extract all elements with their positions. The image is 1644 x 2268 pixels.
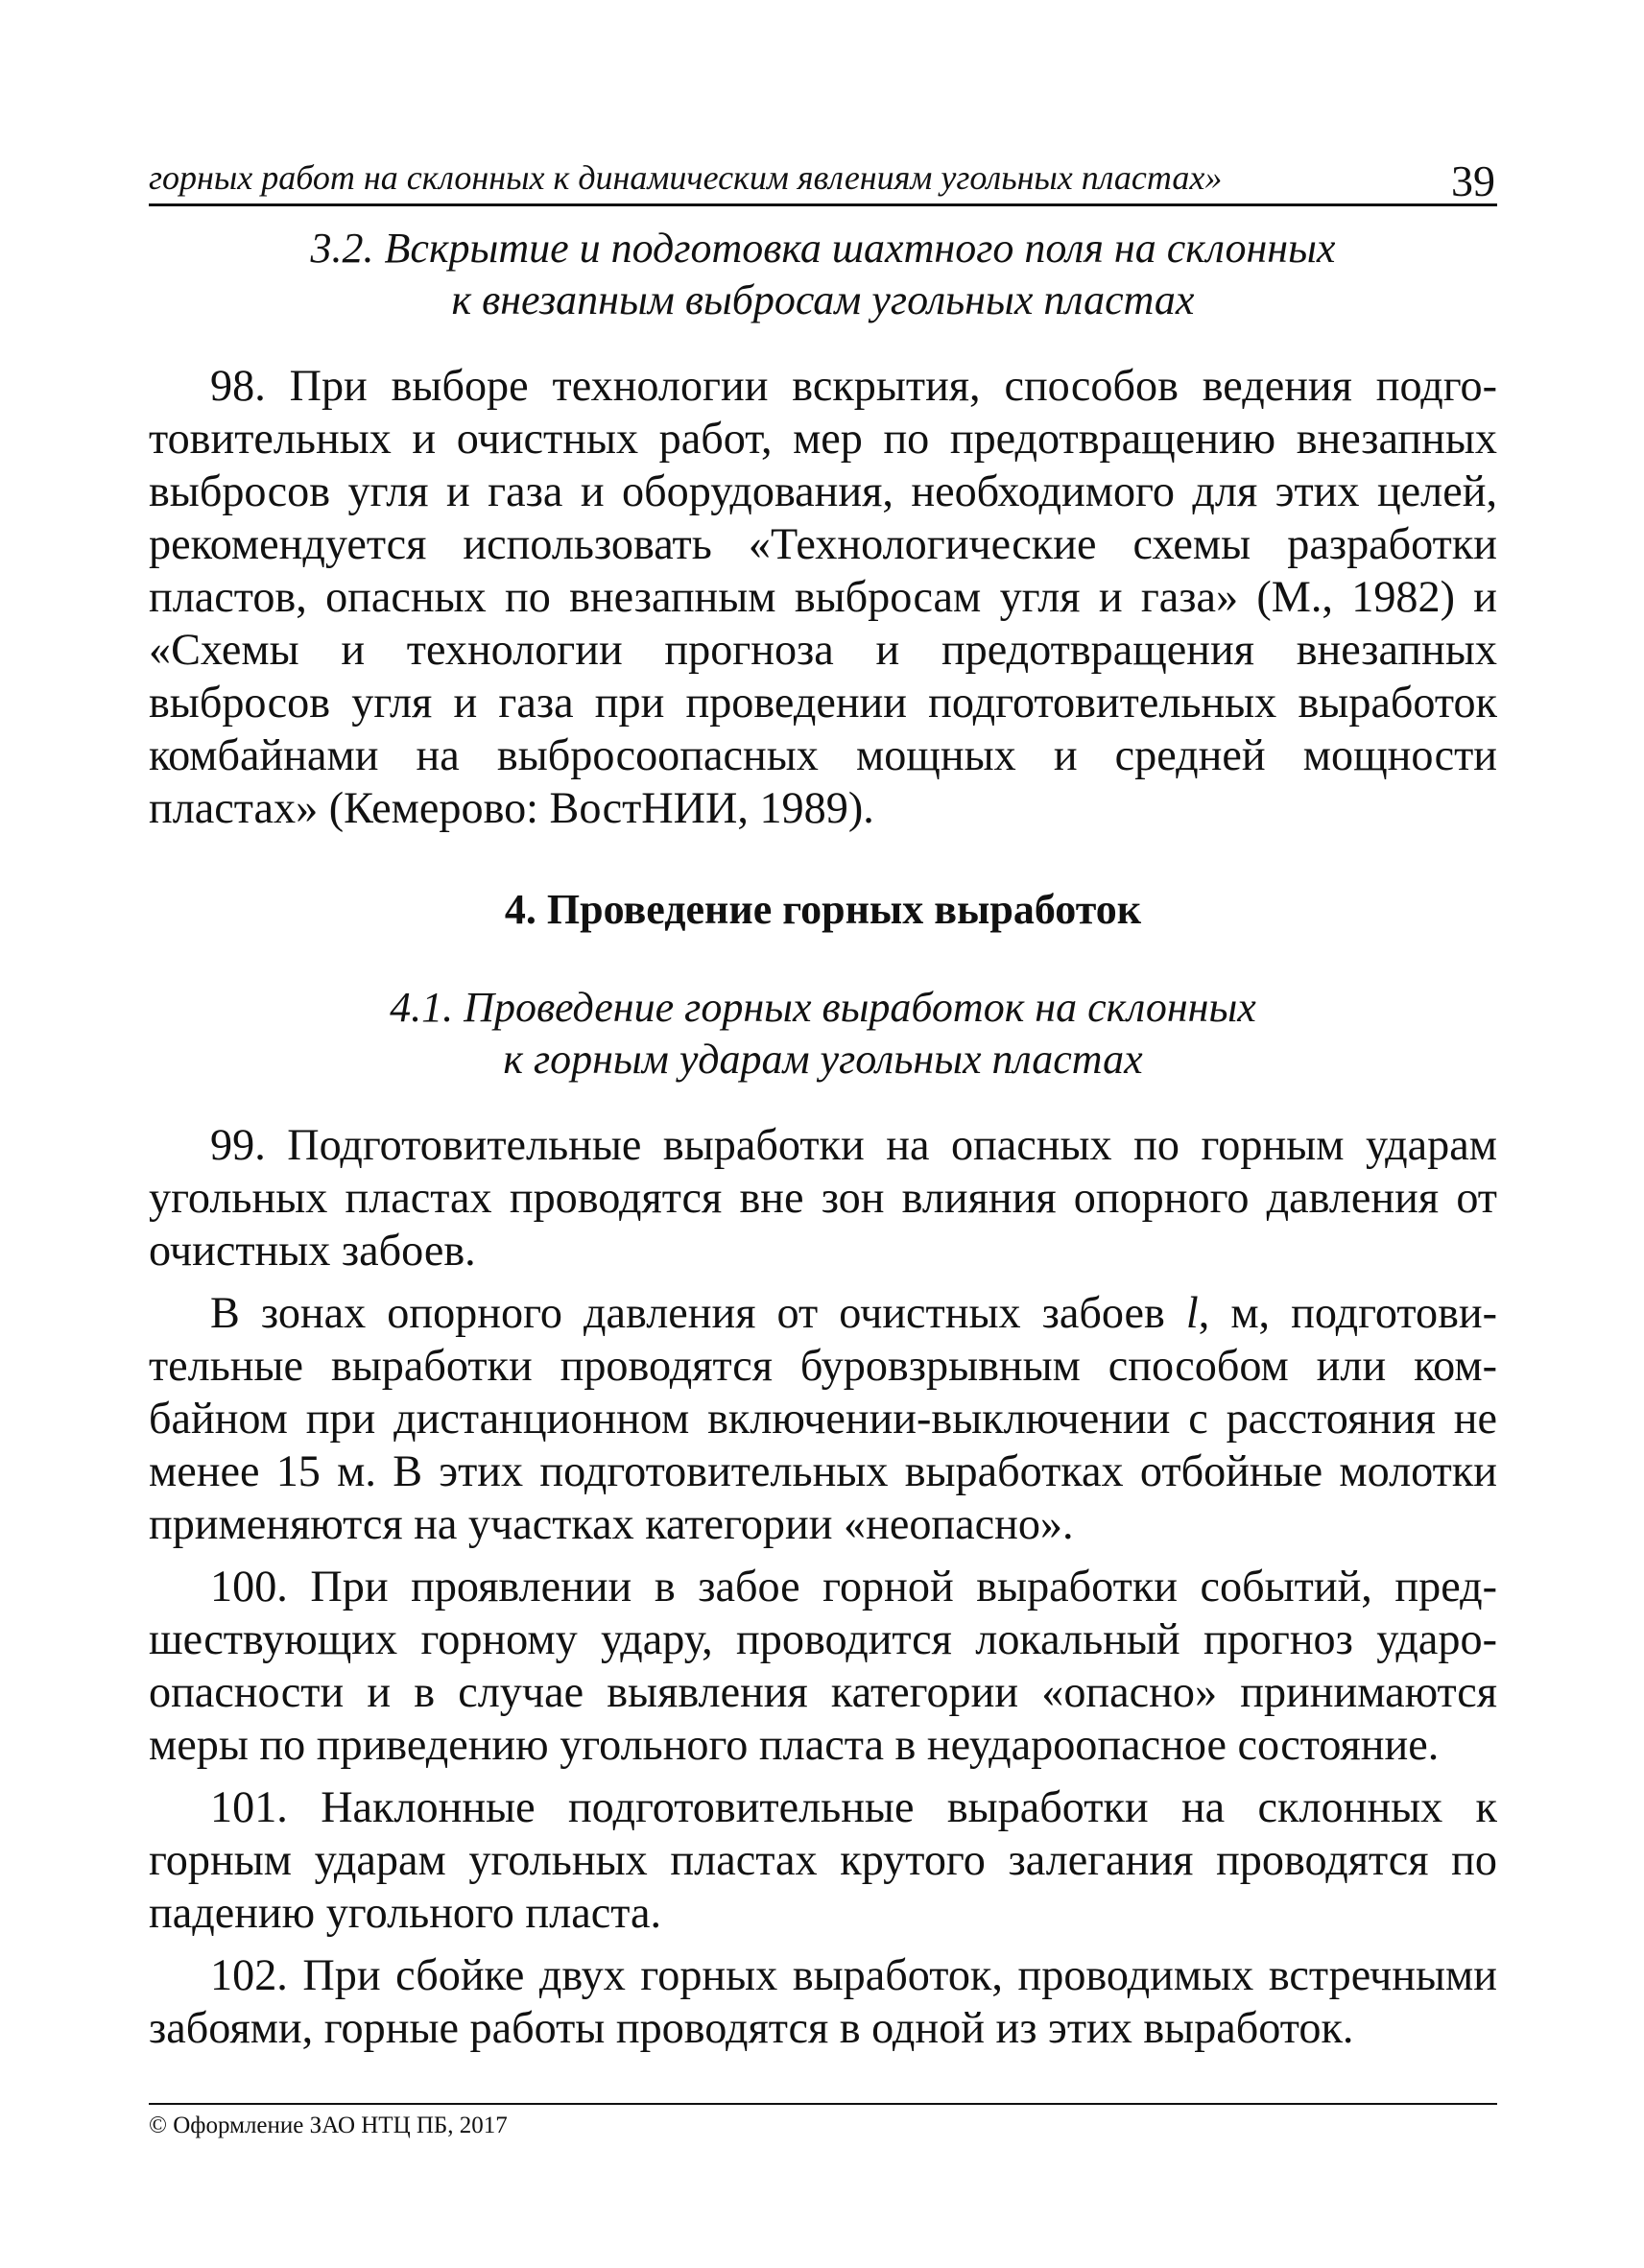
- subsection-title-line: 4.1. Проведение горных выработок на склонных: [390, 984, 1256, 1031]
- section-title-4: 4. Проведение горных выработок: [504, 886, 1142, 933]
- paragraph-99: 99. Подготовительные выработки на опасных по горным ударам угольных пластах проводятся вне зон влияния опорного давления от очистных забоев.: [149, 1120, 1497, 1275]
- copyright-notice: © Оформление ЗАО НТЦ ПБ, 2017: [149, 2113, 508, 2138]
- subsection-title-line: 3.2. Вскрытие и подготовка шахтного поля на склонных: [310, 225, 1336, 272]
- variable-l: l: [1185, 1288, 1199, 1337]
- subsection-title-4-1: [149, 982, 1497, 1086]
- subsection-title-3-2: [149, 223, 1497, 326]
- paragraph-99-continued: [149, 1286, 1497, 1550]
- page-number: 39: [1451, 156, 1495, 205]
- footer-rule: [149, 2103, 1497, 2105]
- paragraph-text: , м, подготовительные выработки проводятся буровзрывным способом или комбайном при дистанционном включении-выключении с расстояния не менее 15 м. В этих подготовительных выработках отбойные молотки применяются на участках категории «неопасно».: [149, 1288, 1497, 1548]
- paragraph-text: В зонах опорного давления от очистных забоев: [210, 1288, 1186, 1337]
- paragraph-101: 101. Наклонные подготовительные выработки на склонных к горным ударам угольных пластах крутого залегания проводятся по падению угольного пласта.: [149, 1782, 1497, 1937]
- running-title: горных работ на склонных к динамическим явлениям угольных пластах»: [149, 158, 1223, 197]
- running-header: [149, 144, 1497, 206]
- paragraph-100: 100. При проявлении в забое горной выработки событий, предшествующих горному удару, проводится локальный прогноз удароопасности и в случае выявления категории «опасно» принимаются меры по приведению угольного пласта в неудароопасное состояние.: [149, 1562, 1497, 1769]
- subsection-title-line: к горным ударам угольных пластах: [503, 1036, 1143, 1083]
- body-text: [149, 223, 1497, 2064]
- subsection-title-line: к внезапным выбросам угольных пластах: [451, 276, 1195, 323]
- paragraph-102: 102. При сбойке двух горных выработок, проводимых встречными забоями, горные работы проводятся в одной из этих выработок.: [149, 1950, 1497, 2052]
- paragraph-98: 98. При выборе технологии вскрытия, способов ведения подготовительных и очистных работ, мер по предотвращению внезапных выбросов угля и газа и оборудования, необходимого для этих целей, рекомендуется использовать «Технологические схемы разработки пластов, опасных по внезапным выбросам угля и газа» (М., 1982) и «Схемы и технологии прогноза и предотвращения внезапных выбросов угля и газа при проведении подготовительных выработок комбайнами на выбросоопасных мощных и средней мощности пластах» (Кемерово: ВостНИИ, 1989).: [149, 361, 1497, 832]
